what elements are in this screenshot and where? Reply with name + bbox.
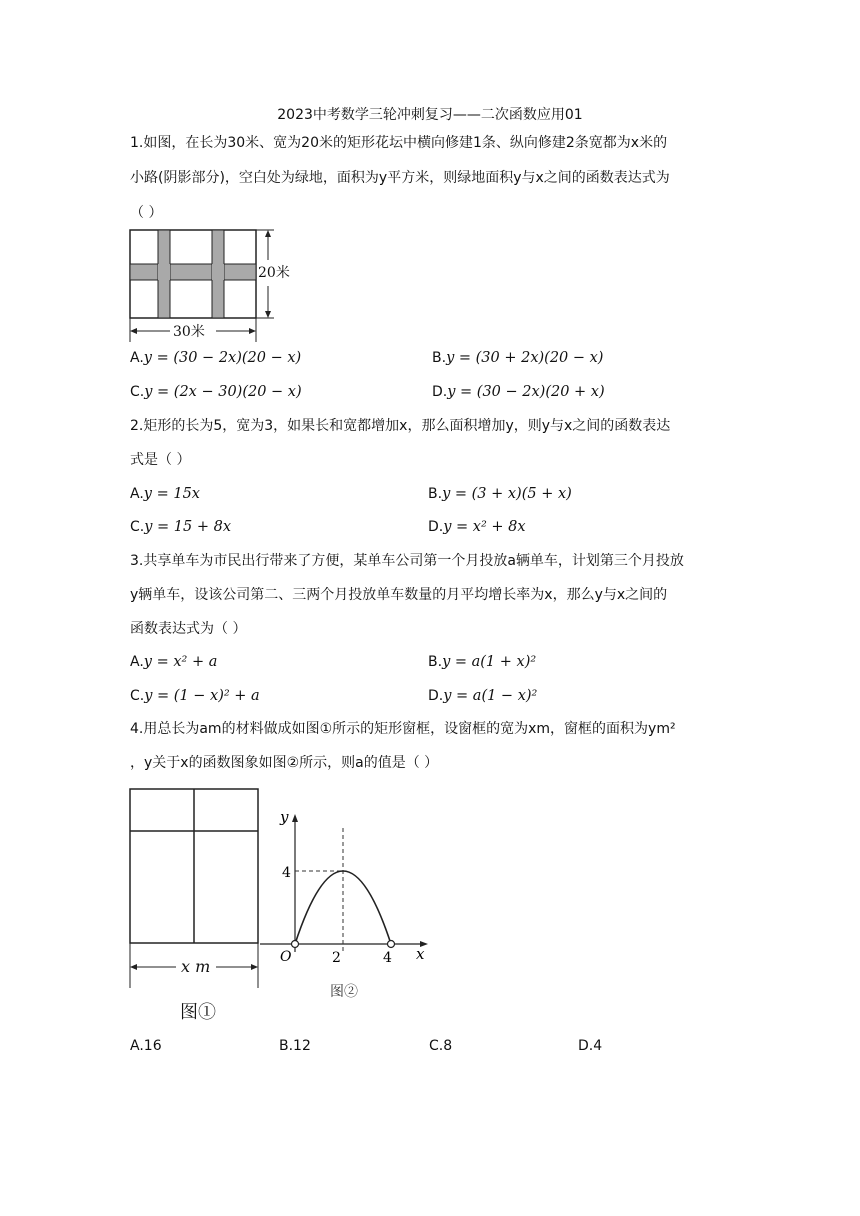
q2-option-c[interactable]: C.y = 15 + 8x xyxy=(130,519,232,535)
page-title: 2023中考数学三轮冲刺复习——二次函数应用01 xyxy=(277,107,583,123)
q4-fig1-caption: 图① xyxy=(180,1002,216,1023)
q3-option-d[interactable]: D.y = a(1 − x)² xyxy=(428,688,538,704)
q1-option-d[interactable]: D.y = (30 − 2x)(20 + x) xyxy=(432,384,605,400)
q4-fig1-width-label: x m xyxy=(181,957,211,976)
q4-text-line2: ，y关于x的函数图象如图②所示，则a的值是（ ） xyxy=(130,755,439,771)
q4-option-a[interactable]: A.16 xyxy=(130,1038,162,1054)
q4-fig2-caption: 图② xyxy=(330,984,358,1000)
q4-option-b[interactable]: B.12 xyxy=(279,1038,311,1054)
q2-text-line2: 式是（ ） xyxy=(130,452,191,468)
q1-garden-figure xyxy=(128,226,298,344)
q3-text-line2: y辆单车，设该公司第二、三两个月投放单车数量的月平均增长率为x，那么y与x之间的 xyxy=(130,587,668,603)
y-axis-arrow xyxy=(292,814,298,822)
graph-tick-label-x4: 4 xyxy=(383,950,392,966)
q4-function-graph xyxy=(258,806,438,978)
q1-option-a[interactable]: A.y = (30 − 2x)(20 − x) xyxy=(130,350,302,366)
open-point-four xyxy=(388,941,395,948)
q4-text-line1: 4.用总长为am的材料做成如图①所示的矩形窗框，设窗框的宽为xm，窗框的面积为ym² xyxy=(130,721,676,737)
q3-option-a[interactable]: A.y = x² + a xyxy=(130,654,218,670)
horizontal-road xyxy=(130,264,256,280)
open-point-origin xyxy=(292,941,299,948)
graph-tick-label-x2: 2 xyxy=(332,950,341,966)
q1-text-line2: 小路(阴影部分)，空白处为绿地，面积为y平方米，则绿地面积y与x之间的函数表达式为 xyxy=(130,170,670,186)
q3-text-line1: 3.共享单车为市民出行带来了方便，某单车公司第一个月投放a辆单车，计划第三个月投放 xyxy=(130,553,684,569)
graph-origin-label: O xyxy=(280,949,292,965)
q2-option-b[interactable]: B.y = (3 + x)(5 + x) xyxy=(428,486,572,502)
q4-option-c[interactable]: C.8 xyxy=(429,1038,453,1054)
graph-tick-label-y4: 4 xyxy=(282,865,291,881)
q2-option-d[interactable]: D.y = x² + 8x xyxy=(428,519,526,535)
q2-text-line1: 2.矩形的长为5，宽为3，如果长和宽都增加x，那么面积增加y，则y与x之间的函数表达 xyxy=(130,418,671,434)
q3-text-line3: 函数表达式为（ ） xyxy=(130,621,247,637)
q4-option-d[interactable]: D.4 xyxy=(578,1038,603,1054)
q2-option-a[interactable]: A.y = 15x xyxy=(130,486,200,502)
q1-width-label: 30米 xyxy=(173,324,205,340)
q1-option-c[interactable]: C.y = (2x − 30)(20 − x) xyxy=(130,384,302,400)
q1-height-label: 20米 xyxy=(258,265,290,281)
q1-text-line3: （ ） xyxy=(130,205,163,221)
q3-option-c[interactable]: C.y = (1 − x)² + a xyxy=(130,688,260,704)
q1-text-line1: 1.如图，在长为30米、宽为20米的矩形花坛中横向修建1条、纵向修建2条宽都为x米的 xyxy=(130,135,668,151)
graph-x-label: x xyxy=(416,945,425,963)
q1-option-b[interactable]: B.y = (30 + 2x)(20 − x) xyxy=(432,350,604,366)
graph-y-label: y xyxy=(280,808,289,826)
q3-option-b[interactable]: B.y = a(1 + x)² xyxy=(428,654,537,670)
